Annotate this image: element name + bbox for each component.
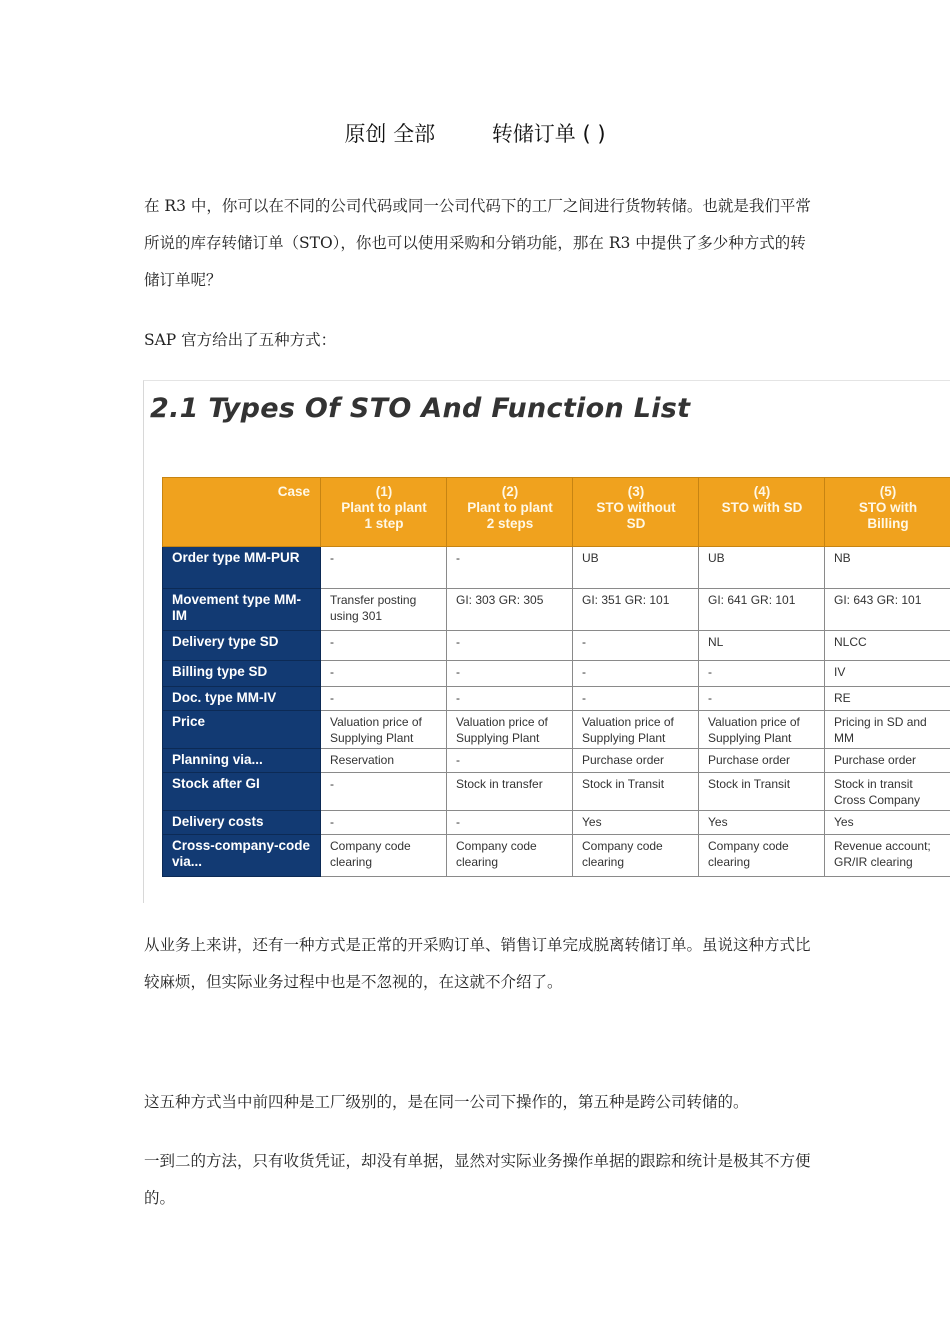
title-right: 转储订单 ( ) [491,122,606,146]
table-cell: - [447,661,573,687]
table-cell: - [573,661,699,687]
table-cell: - [573,687,699,711]
table-cell: Transfer posting using 301 [321,589,447,631]
table-cell: Valuation price of Supplying Plant [447,711,573,749]
header-case: Case [163,478,321,547]
table-cell: GI: 643 GR: 101 [825,589,950,631]
row-label: Delivery type SD [163,631,321,661]
header-col-4: (4) STO with SD [699,478,825,547]
row-label: Billing type SD [163,661,321,687]
table-cell: Purchase order [825,749,950,773]
table-cell: Stock in transfer [447,773,573,811]
table-cell: NB [825,547,950,589]
table-cell: - [321,687,447,711]
title-left: 原创 全部 [344,122,436,146]
table-cell: Company code clearing [573,835,699,877]
row-label: Doc. type MM-IV [163,687,321,711]
header-col-3: (3) STO without SD [573,478,699,547]
row-label: Movement type MM-IM [163,589,321,631]
five-methods-paragraph: SAP 官方给出了五种方式： [144,331,337,349]
table-cell: - [321,547,447,589]
table-row [163,661,950,687]
table-row [163,773,950,811]
table-cell: Stock in Transit [699,773,825,811]
table-cell: Reservation [321,749,447,773]
table-cell: UB [699,547,825,589]
table-cell: - [447,811,573,835]
sto-table [162,477,950,877]
table-cell: Valuation price of Supplying Plant [321,711,447,749]
plant-level-paragraph: 这五种方式当中前四种是工厂级别的，是在同一公司下操作的，第五种是跨公司转储的。 [144,1093,749,1111]
table-cell: - [447,547,573,589]
table-row [163,631,950,661]
table-cell: Stock in transit Cross Company [825,773,950,811]
table-cell: Stock in Transit [573,773,699,811]
table-cell: NL [699,631,825,661]
header-col-1: (1) Plant to plant 1 step [321,478,447,547]
row-label: Price [163,711,321,749]
header-col-5: (5) STO with Billing [825,478,950,547]
table-cell: Company code clearing [699,835,825,877]
table-cell: - [447,687,573,711]
table-cell: GI: 303 GR: 305 [447,589,573,631]
row-label: Planning via... [163,749,321,773]
table-cell: GI: 641 GR: 101 [699,589,825,631]
table-cell: NLCC [825,631,950,661]
table-cell: UB [573,547,699,589]
figure-title: 2.1 Types Of STO And Function List [150,393,691,424]
table-cell: - [321,811,447,835]
table-cell: - [321,773,447,811]
table-cell: Company code clearing [447,835,573,877]
table-cell: Yes [699,811,825,835]
table-cell: Valuation price of Supplying Plant [573,711,699,749]
table-cell: GI: 351 GR: 101 [573,589,699,631]
table-cell: Purchase order [699,749,825,773]
table-header-row [163,478,950,547]
row-label: Stock after GI [163,773,321,811]
methods-note-paragraph: 一到二的方法，只有收货凭证，却没有单据，显然对实际业务操作单据的跟踪和统计是极其不方便的。 [144,1152,811,1207]
table-row [163,711,950,749]
table-cell: - [699,661,825,687]
row-label: Delivery costs [163,811,321,835]
sto-figure [143,380,950,903]
page-title [0,118,950,148]
table-cell: - [573,631,699,661]
table-cell: - [699,687,825,711]
table-cell: Yes [825,811,950,835]
table-cell: - [321,661,447,687]
table-cell: Pricing in SD and MM [825,711,950,749]
table-row [163,687,950,711]
table-row [163,547,950,589]
table-row [163,749,950,773]
table-cell: Company code clearing [321,835,447,877]
table-cell: Revenue account; GR/IR clearing [825,835,950,877]
table-cell: - [447,749,573,773]
intro-paragraph: 在 R3 中，你可以在不同的公司代码或同一公司代码下的工厂之间进行货物转储。也就是我们平常所说的库存转储订单（STO），你也可以使用采购和分销功能，那在 R3 中提供了多少种方式的转储订单呢？ [144,197,811,289]
table-row [163,811,950,835]
business-paragraph: 从业务上来讲，还有一种方式是正常的开采购订单、销售订单完成脱离转储订单。虽说这种方式比较麻烦，但实际业务过程中也是不忽视的，在这就不介绍了。 [144,936,811,991]
table-cell: - [321,631,447,661]
row-label: Cross-company-code via... [163,835,321,877]
table-row [163,589,950,631]
table-cell: IV [825,661,950,687]
table-cell: - [447,631,573,661]
row-label: Order type MM-PUR [163,547,321,589]
table-cell: Valuation price of Supplying Plant [699,711,825,749]
table-cell: Purchase order [573,749,699,773]
table-row [163,835,950,877]
table-cell: Yes [573,811,699,835]
table-body [163,547,950,877]
table-cell: RE [825,687,950,711]
header-col-2: (2) Plant to plant 2 steps [447,478,573,547]
